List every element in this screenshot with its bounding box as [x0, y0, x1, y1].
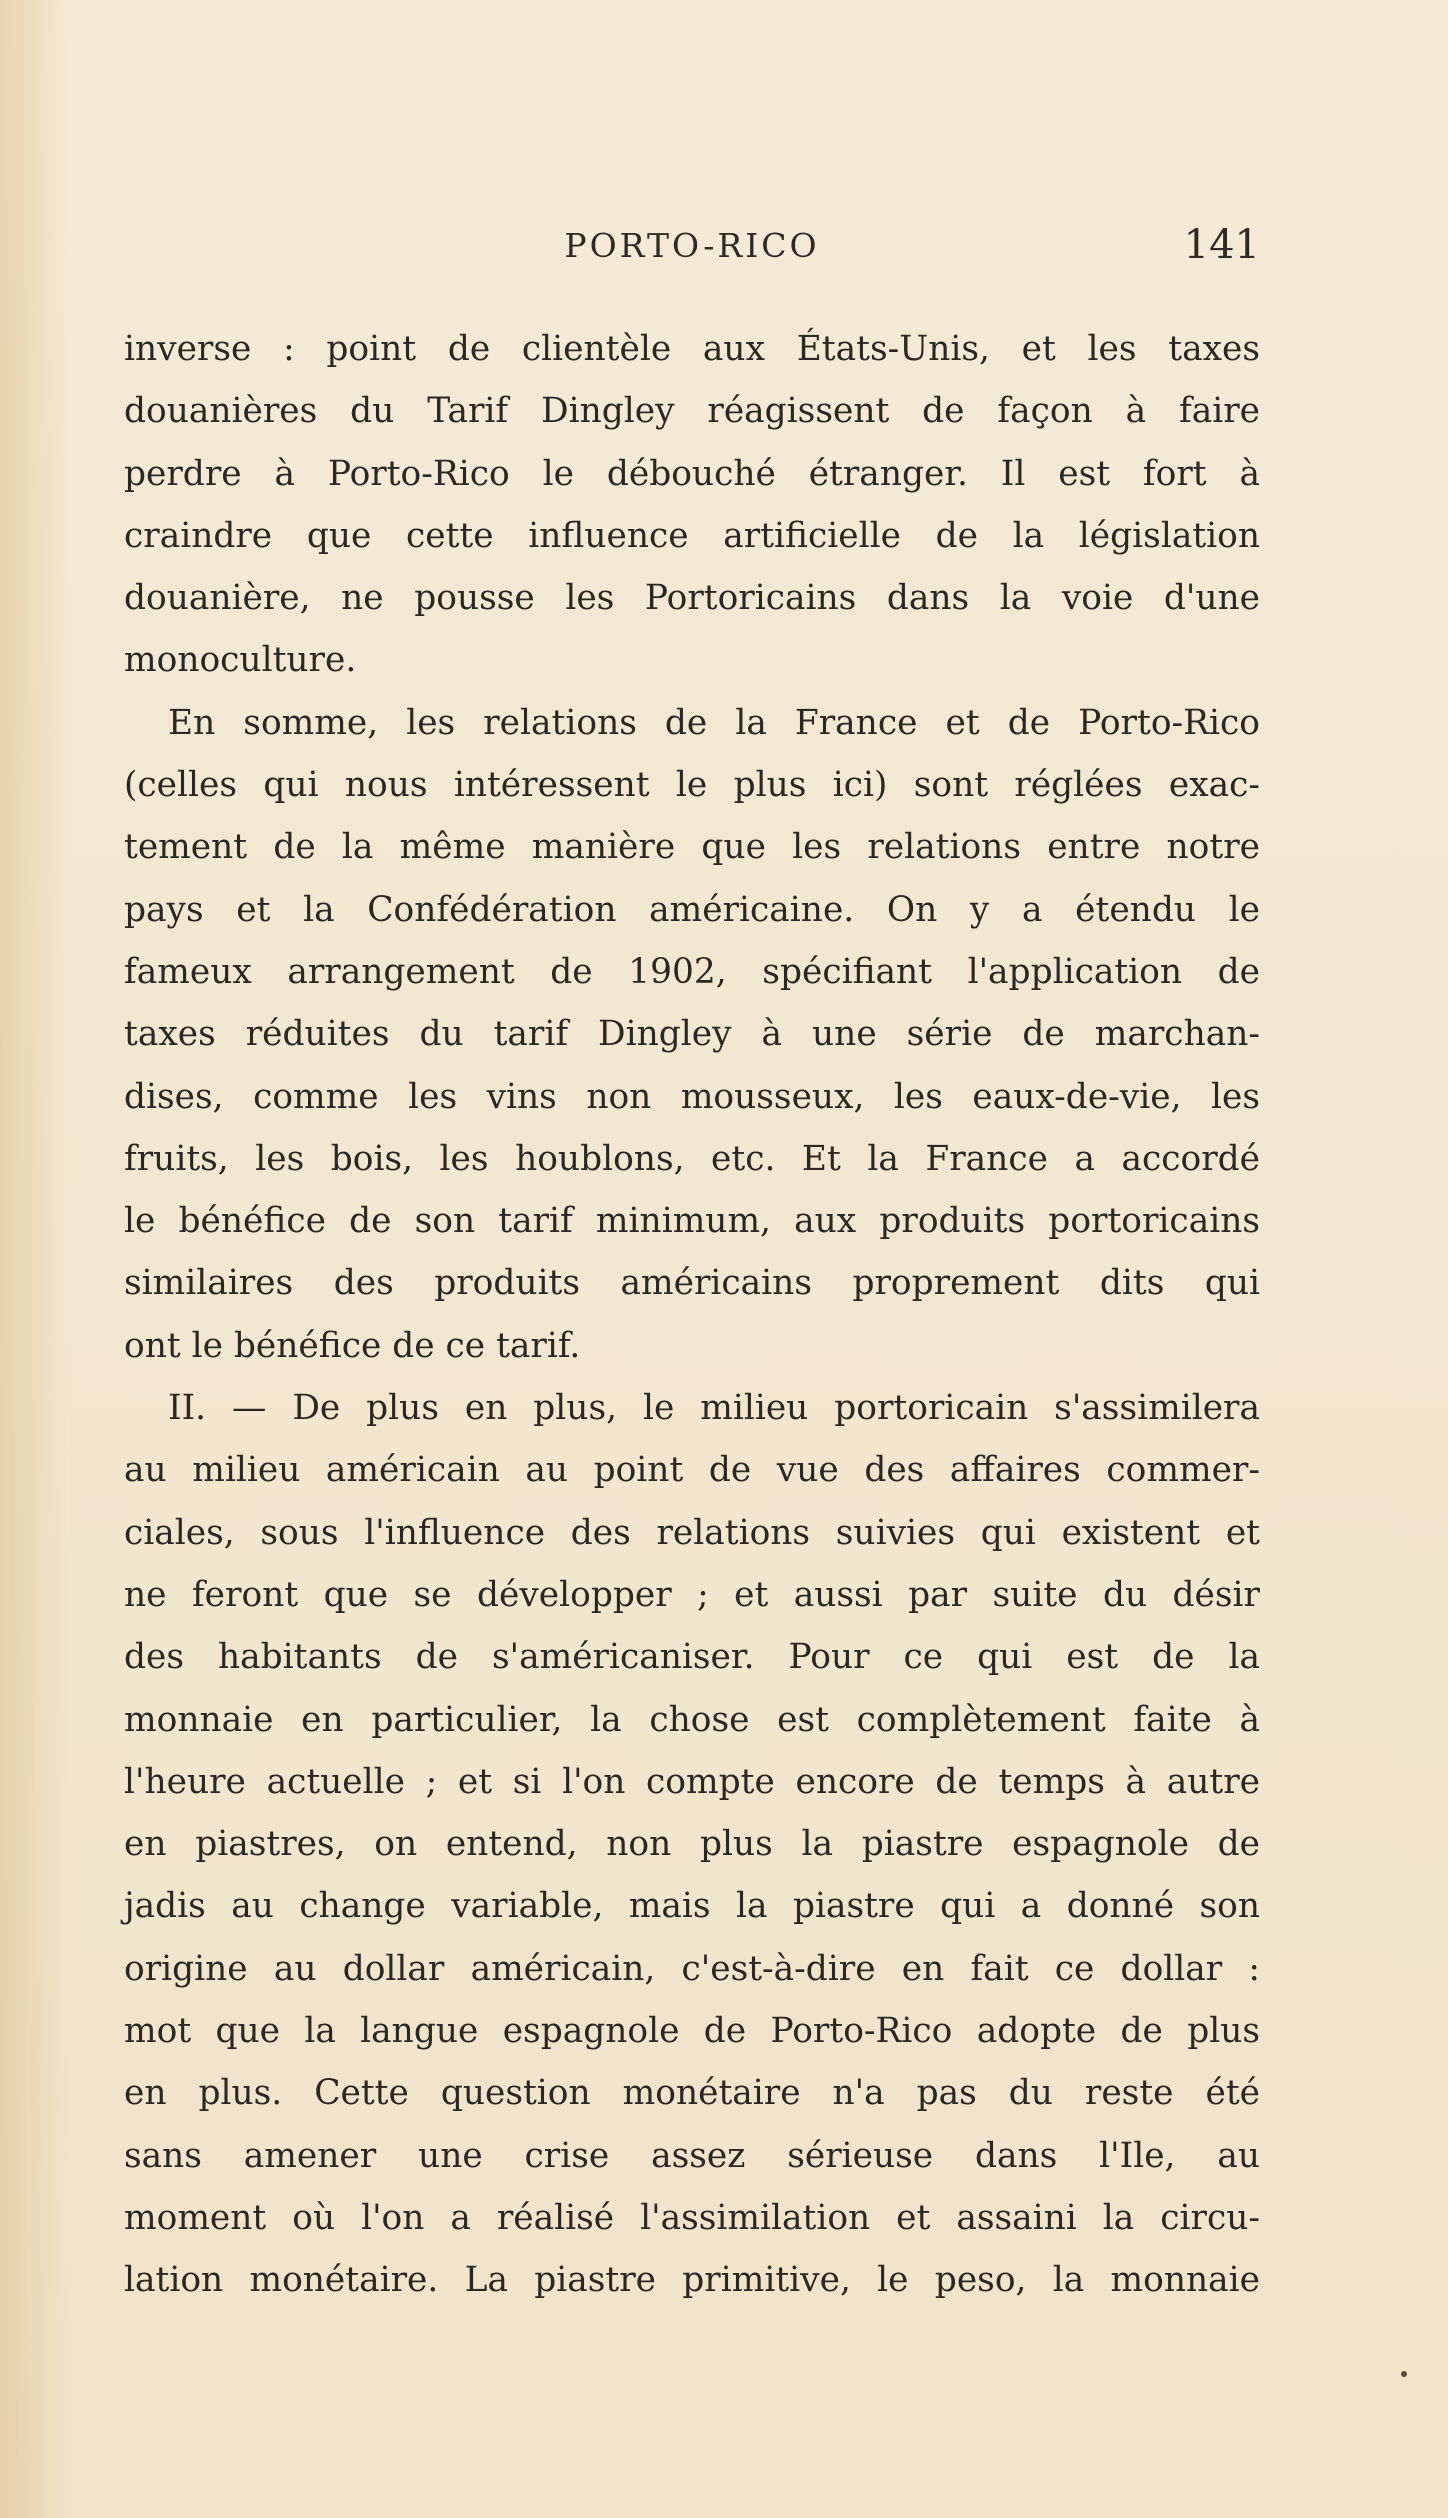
text-line: douanière, ne pousse les Portoricains dans la voie d'une: [124, 578, 1260, 619]
text-line: tement de la même manière que les relations entre notre: [124, 827, 1260, 868]
paper-speck: [1401, 2371, 1407, 2377]
text-line: ont le bénéfice de ce tarif.: [124, 1325, 581, 1366]
text-line: (celles qui nous intéressent le plus ici) sont réglées exac-: [124, 765, 1260, 806]
text-line: l'heure actuelle ; et si l'on compte encore de temps à autre: [124, 1761, 1260, 1802]
text-line: sans amener une crise assez sérieuse dans l'Ile, au: [124, 2135, 1260, 2176]
text-line: mot que la langue espagnole de Porto-Rico adopte de plus: [124, 2011, 1260, 2052]
text-line: des habitants de s'américaniser. Pour ce qui est de la: [124, 1637, 1260, 1678]
text-line: perdre à Porto-Rico le débouché étranger. Il est fort à: [124, 453, 1260, 494]
text-line: dises, comme les vins non mousseux, les eaux-de-vie, les: [124, 1076, 1260, 1117]
text-line: douanières du Tarif Dingley réagissent de façon à faire: [124, 391, 1260, 432]
text-line: II. — De plus en plus, le milieu portoricain s'assimilera: [168, 1388, 1260, 1429]
text-line: craindre que cette influence artificielle de la législation: [124, 515, 1260, 556]
text-line: monnaie en particulier, la chose est complètement faite à: [124, 1699, 1260, 1740]
text-line: taxes réduites du tarif Dingley à une série de marchan-: [124, 1014, 1260, 1055]
text-line: en piastres, on entend, non plus la piastre espagnole de: [124, 1824, 1260, 1865]
text-line: fameux arrangement de 1902, spécifiant l'application de: [124, 951, 1260, 992]
text-line: fruits, les bois, les houblons, etc. Et la France a accordé: [124, 1138, 1260, 1179]
text-line: similaires des produits américains proprement dits qui: [124, 1263, 1260, 1304]
text-line: En somme, les relations de la France et de Porto-Rico: [168, 702, 1260, 743]
text-line: en plus. Cette question monétaire n'a pas du reste été: [124, 2073, 1260, 2114]
body-text: [124, 318, 1260, 2312]
text-line: pays et la Confédération américaine. On y a étendu le: [124, 889, 1260, 930]
text-line: le bénéfice de son tarif minimum, aux produits portoricains: [124, 1201, 1260, 1242]
text-line: origine au dollar américain, c'est-à-dire en fait ce dollar :: [124, 1948, 1260, 1989]
paragraph-2: [124, 692, 1260, 1377]
paragraph-1: [124, 318, 1260, 692]
paragraph-3: [124, 1377, 1260, 2311]
text-line: moment où l'on a réalisé l'assimilation et assaini la circu-: [124, 2197, 1260, 2238]
text-line: ciales, sous l'influence des relations suivies qui existent et: [124, 1512, 1260, 1553]
page-header: [124, 222, 1260, 272]
text-line: jadis au change variable, mais la piastre qui a donné son: [124, 1886, 1260, 1927]
running-title: PORTO-RICO: [564, 226, 820, 265]
text-line: ne feront que se développer ; et aussi par suite du désir: [124, 1574, 1260, 1615]
page-number: 141: [1183, 222, 1260, 268]
text-line: au milieu américain au point de vue des affaires commer-: [124, 1450, 1260, 1491]
text-line: inverse : point de clientèle aux États-Unis, et les taxes: [124, 329, 1260, 369]
text-line: monoculture.: [124, 640, 357, 681]
text-line: lation monétaire. La piastre primitive, le peso, la monnaie: [124, 2260, 1260, 2301]
